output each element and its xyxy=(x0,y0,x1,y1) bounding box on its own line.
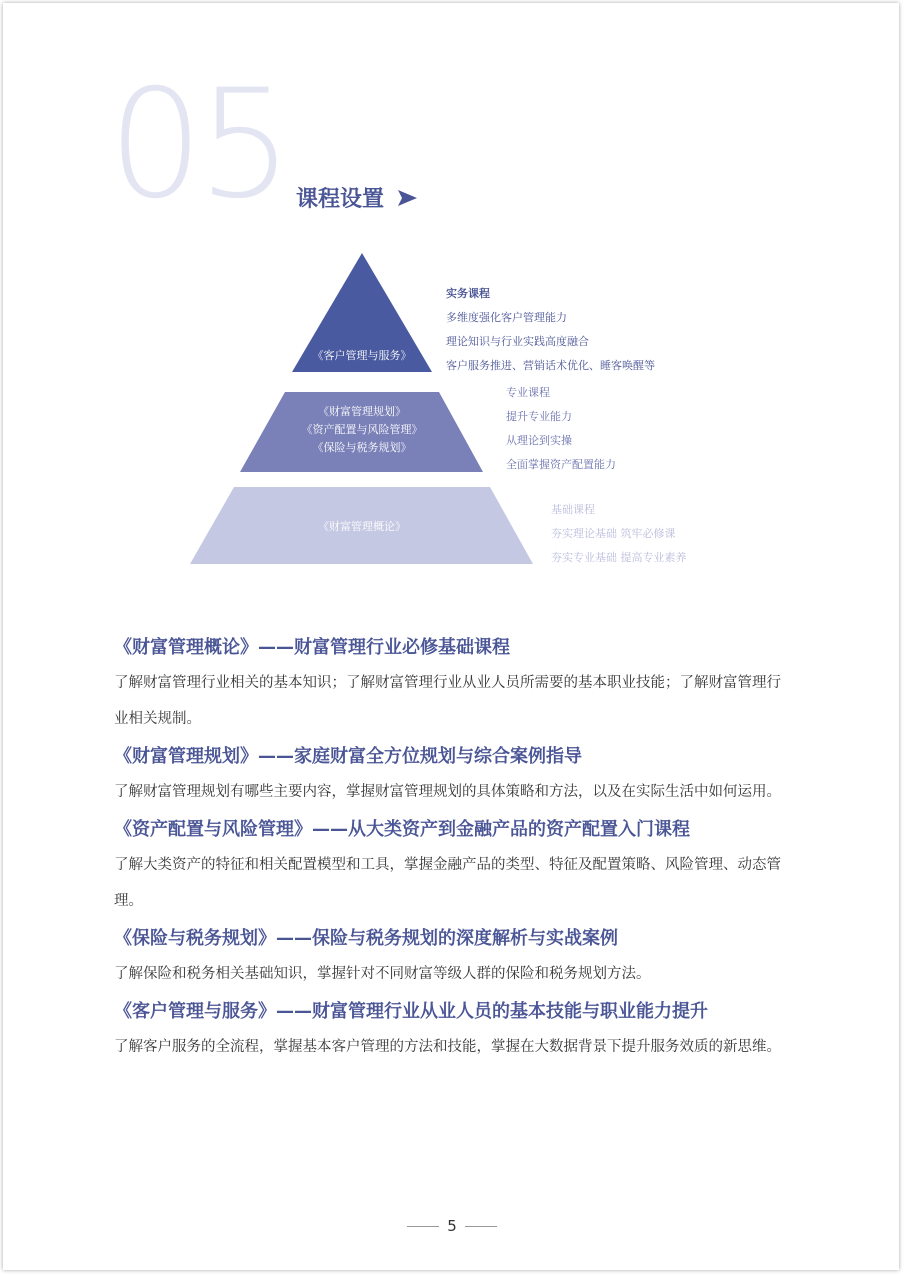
footer-divider-right xyxy=(465,1226,497,1227)
side-list-basic xyxy=(551,498,687,570)
course-list xyxy=(114,628,794,1065)
side-list-heading: 实务课程 xyxy=(446,287,490,300)
pyramid-middle-line: 《财富管理规划》 xyxy=(318,405,406,418)
course-title: 《保险与税务规划》——保险与税务规划的深度解析与实战案例 xyxy=(114,928,618,949)
side-list-item: 客户服务推进、营销话术优化、睡客唤醒等 xyxy=(446,359,655,372)
pyramid-bottom-line: 《财富管理概论》 xyxy=(318,520,406,533)
pyramid-bottom-label xyxy=(262,518,462,536)
course-title: 《资产配置与风险管理》——从大类资产到金融产品的资产配置入门课程 xyxy=(114,819,690,840)
course-item xyxy=(114,813,794,919)
side-list-practice xyxy=(446,282,655,378)
course-item xyxy=(114,995,794,1065)
page-footer xyxy=(0,1217,904,1235)
pyramid-middle-line: 《保险与税务规划》 xyxy=(312,441,412,454)
page-number: 5 xyxy=(447,1217,457,1235)
course-title: 《财富管理规划》——家庭财富全方位规划与综合案例指导 xyxy=(114,746,582,767)
side-list-item: 理论知识与行业实践高度融合 xyxy=(446,335,589,348)
course-title: 《财富管理概论》——财富管理行业必修基础课程 xyxy=(114,637,510,658)
pyramid-middle-label xyxy=(262,403,462,457)
pyramid-middle-line: 《资产配置与风险管理》 xyxy=(301,423,423,436)
side-list-item: 提升专业能力 xyxy=(506,410,572,423)
side-list-item: 多维度强化客户管理能力 xyxy=(446,311,567,324)
course-description: 了解财富管理行业相关的基本知识；了解财富管理行业从业人员所需要的基本职业技能；了解财富管理行业相关规制。 xyxy=(114,675,781,727)
course-description: 了解客户服务的全流程，掌握基本客户管理的方法和技能，掌握在大数据背景下提升服务效质的新思维。 xyxy=(114,1039,781,1055)
side-list-heading: 专业课程 xyxy=(506,386,550,399)
side-list-item: 从理论到实操 xyxy=(506,434,572,447)
side-list-item: 全面掌握资产配置能力 xyxy=(506,458,616,471)
course-item xyxy=(114,740,794,810)
side-list-heading: 基础课程 xyxy=(551,503,595,516)
course-title: 《客户管理与服务》——财富管理行业从业人员的基本技能与职业能力提升 xyxy=(114,1001,708,1022)
course-description: 了解财富管理规划有哪些主要内容，掌握财富管理规划的具体策略和方法，以及在实际生活中如何运用。 xyxy=(114,784,781,800)
section-title-text: 课程设置 xyxy=(296,187,385,212)
pyramid-top-line: 《客户管理与服务》 xyxy=(312,349,412,362)
side-list-item: 夯实理论基础 筑牢必修课 xyxy=(551,527,676,540)
section-number: 05 xyxy=(108,58,287,232)
course-item xyxy=(114,922,794,992)
side-list-professional xyxy=(506,381,616,477)
course-description: 了解保险和税务相关基础知识，掌握针对不同财富等级人群的保险和税务规划方法。 xyxy=(114,966,651,982)
pyramid-top-label xyxy=(292,347,432,365)
footer-divider-left xyxy=(407,1226,439,1227)
course-item xyxy=(114,631,794,737)
side-list-item: 夯实专业基础 提高专业素养 xyxy=(551,551,687,564)
course-description: 了解大类资产的特征和相关配置模型和工具，掌握金融产品的类型、特征及配置策略、风险管理、动态管理。 xyxy=(114,857,781,909)
